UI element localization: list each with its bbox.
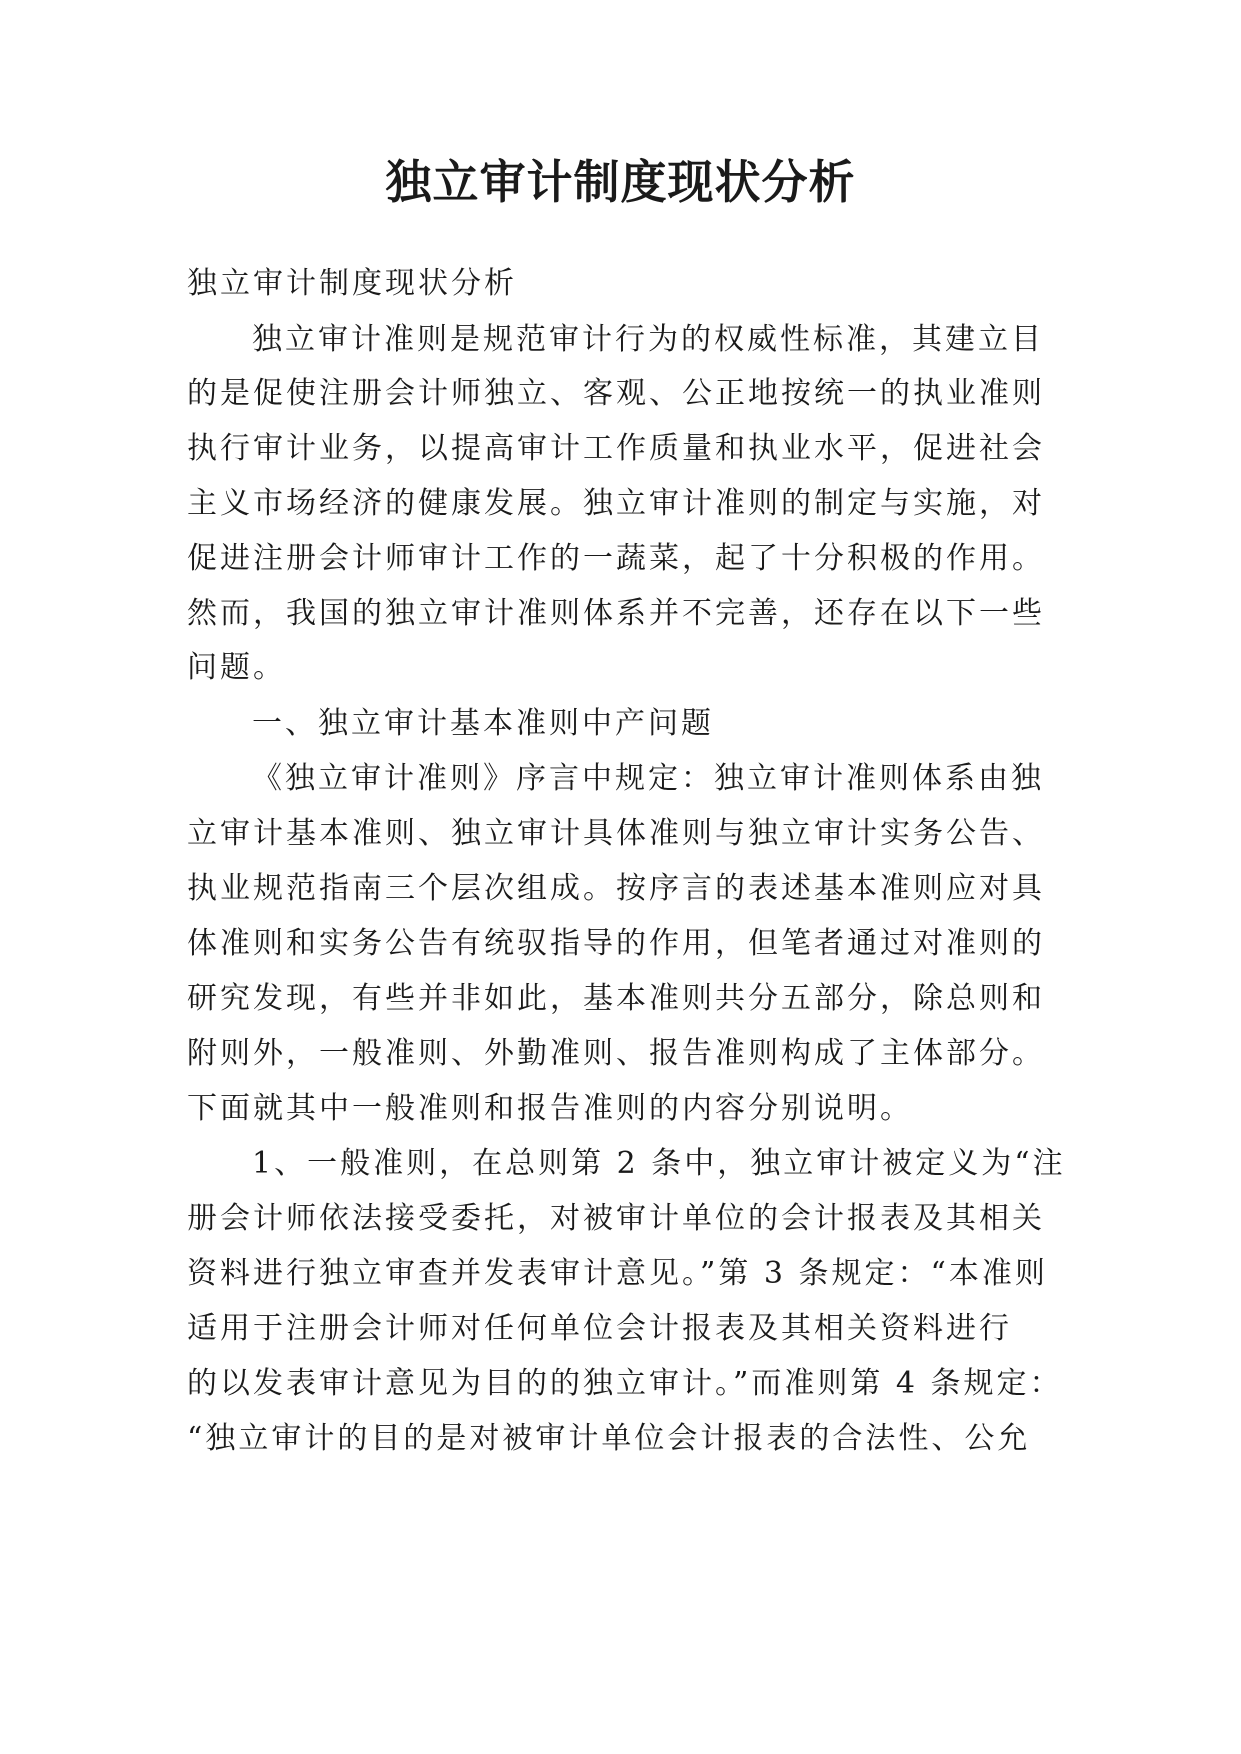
- paragraph-line: 资料进行独立审查并发表审计意见。”第 3 条规定：“本准则: [187, 1256, 1048, 1291]
- paragraph-line: 研究发现，有些并非如此，基本准则共分五部分，除总则和: [187, 981, 1045, 1016]
- paragraph-line: 主义市场经济的健康发展。独立审计准则的制定与实施，对: [187, 486, 1045, 521]
- paragraph-line: 册会计师依法接受委托，对被审计单位的会计报表及其相关: [187, 1201, 1045, 1236]
- paragraph-line: 问题。: [187, 650, 286, 685]
- document-title: 独立审计制度现状分析: [385, 155, 856, 209]
- section-heading: 一、独立审计基本准则中产问题: [252, 706, 714, 741]
- paragraph-line: 《独立审计准则》序言中规定：独立审计准则体系由独: [252, 761, 1044, 796]
- paragraph-line: 体准则和实务公告有统驭指导的作用，但笔者通过对准则的: [187, 926, 1045, 961]
- paragraph-line: 附则外，一般准则、外勤准则、报告准则构成了主体部分。: [187, 1036, 1045, 1071]
- paragraph-line: 1、一般准则，在总则第 2 条中，独立审计被定义为“注: [252, 1146, 1066, 1181]
- subtitle-line: 独立审计制度现状分析: [187, 266, 517, 301]
- paragraph-line: “独立审计的目的是对被审计单位会计报表的合法性、公允: [187, 1421, 1031, 1456]
- paragraph-line: 立审计基本准则、独立审计具体准则与独立审计实务公告、: [187, 816, 1045, 851]
- paragraph-line: 的以发表审计意见为目的的独立审计。”而准则第 4 条规定：: [187, 1366, 1063, 1401]
- paragraph-line: 下面就其中一般准则和报告准则的内容分别说明。: [187, 1091, 913, 1126]
- paragraph-line: 执行审计业务，以提高审计工作质量和执业水平，促进社会: [187, 431, 1045, 466]
- paragraph-line: 的是促使注册会计师独立、客观、公正地按统一的执业准则: [187, 376, 1045, 411]
- paragraph-line: 适用于注册会计师对任何单位会计报表及其相关资料进行: [187, 1311, 1012, 1346]
- paragraph-line: 执业规范指南三个层次组成。按序言的表述基本准则应对具: [187, 871, 1045, 906]
- paragraph-line: 促进注册会计师审计工作的一蔬菜，起了十分积极的作用。: [187, 541, 1045, 576]
- paragraph-line: 然而，我国的独立审计准则体系并不完善，还存在以下一些: [187, 596, 1045, 631]
- paragraph-line: 独立审计准则是规范审计行为的权威性标准，其建立目: [252, 322, 1044, 357]
